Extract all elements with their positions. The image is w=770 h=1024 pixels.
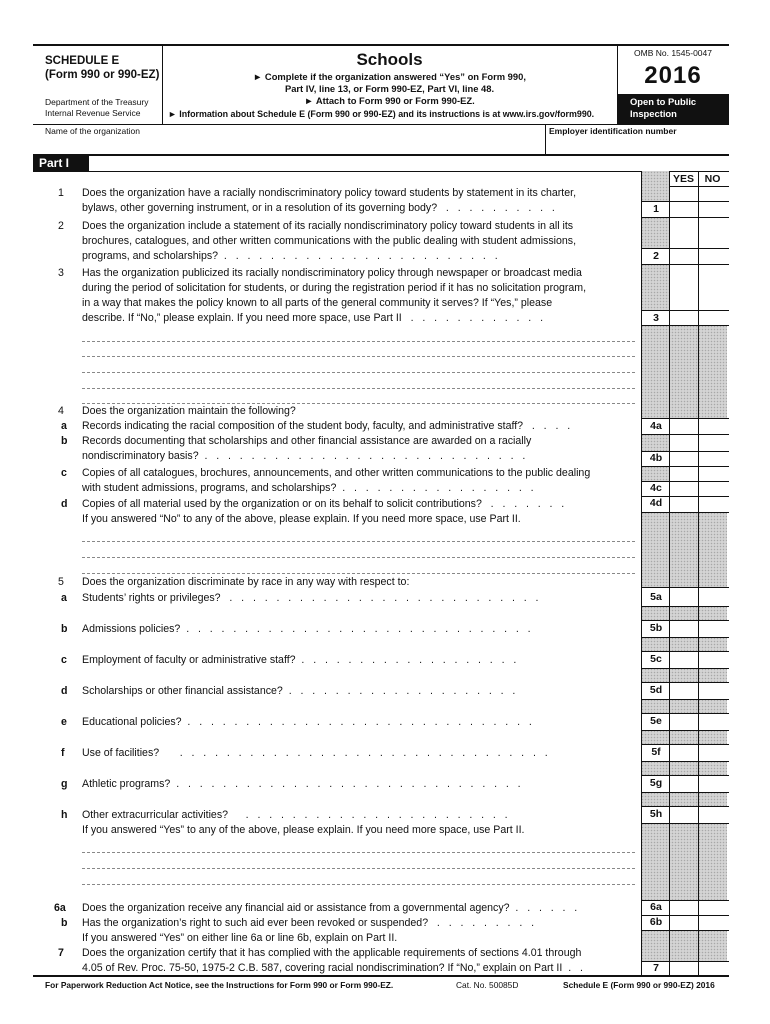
col-line-yes [669,171,670,975]
shade-5c-gap [641,668,727,682]
line-4a-yes-checkbox[interactable] [670,419,698,434]
line-4c-no-checkbox[interactable] [699,482,727,496]
question-2-line-b: brochures, catalogues, and other written communications with the public dealing with student admissions, [82,235,577,247]
line-5a-no-checkbox[interactable] [699,588,727,606]
box-label-6a: 6a [650,901,662,913]
line-6a-no-checkbox[interactable] [699,901,727,915]
shade-5f-gap [641,761,727,775]
shade-label-col-4b [641,434,669,451]
question-5e: Educational policies? . . . . . . . . . . . . . . . . . . . . . . . . . . . . . . [82,716,532,728]
shade-row-3-explain [641,325,727,418]
rule-1-bottom [641,217,729,218]
rule-6b-bottom [641,930,729,931]
rule-5f-bottom [641,761,729,762]
box-label-4d: 4d [649,497,663,509]
box-label-6b: 6b [649,916,663,928]
shade-label-col-4c [641,466,669,481]
line-letter-5e: e [61,716,67,728]
line-5e-yes-checkbox[interactable] [670,714,698,730]
box-label-1: 1 [653,203,659,215]
question-5b: Admissions policies? . . . . . . . . . . . . . . . . . . . . . . . . . . . . . . [82,623,531,635]
question-2-line-a: Does the organization include a statement of its racially nondiscriminatory policy toward students in all its [82,220,574,232]
shade-5d-gap [641,699,727,713]
line-number-1: 1 [58,187,64,199]
name-of-organization-label: Name of the organization [45,126,140,136]
question-5-explain: If you answered “Yes” to any of the above, please explain. If you need more space, use Part II. [82,824,525,836]
rule-4a-bottom [641,434,729,435]
question-6b: Has the organization’s right to such aid ever been revoked or suspended? . . . . . . . . . [82,917,535,929]
line-4d-no-checkbox[interactable] [699,497,727,512]
rule-4b-bottom [641,466,729,467]
line-4b-no-checkbox[interactable] [699,452,727,466]
question-3-line-a: Has the organization publicized its racially nondiscriminatory policy through newspaper or broadcast media [82,267,582,279]
instruction-line-2: ► Attach to Form 990 or Form 990-EZ. [304,95,475,106]
explain-line-4-2[interactable] [82,557,635,558]
line-5h-yes-checkbox[interactable] [670,807,698,823]
line-7-yes-checkbox[interactable] [670,962,698,975]
shade-row-6-explain [641,930,727,961]
instruction-line-1a: ► Complete if the organization answered “Yes” on Form 990, [253,71,526,82]
line-letter-5f: f [61,747,65,759]
question-5c: Employment of faculty or administrative staff? . . . . . . . . . . . . . . . . . . . [82,654,517,666]
line-letter-5g: g [61,778,68,790]
explain-line-5-2[interactable] [82,868,635,869]
line-number-5: 5 [58,576,64,588]
line-5b-no-checkbox[interactable] [699,621,727,637]
question-4: Does the organization maintain the following? [82,405,296,417]
line-5g-yes-checkbox[interactable] [670,776,698,792]
line-5g-no-checkbox[interactable] [699,776,727,792]
question-3-line-b: during the period of solicitation for students, or during the registration period if it has no solicitation program, [82,282,587,294]
box-label-5f: 5f [651,746,661,758]
box-label-5h: 5h [649,808,663,820]
box-label-5g: 5g [649,777,663,789]
question-6a: Does the organization receive any financial aid or assistance from a governmental agency? . . . . . . [82,902,578,914]
box-label-2: 2 [653,250,659,262]
shade-5e-gap [641,730,727,744]
line-4b-yes-checkbox[interactable] [670,452,698,466]
catalog-number: Cat. No. 50085D [456,980,519,990]
line-letter-4c: c [61,467,67,479]
question-4c-line-1: Copies of all catalogues, brochures, announcements, and other written communications to the public dealing [82,467,591,479]
line-2-yes-checkbox[interactable] [670,249,698,264]
line-5e-no-checkbox[interactable] [699,714,727,730]
line-number-7: 7 [58,947,64,959]
line-3-no-checkbox[interactable] [699,311,727,325]
box-label-4a: 4a [650,420,662,432]
box-label-5d: 5d [649,684,663,696]
shade-5g-gap [641,792,727,806]
line-5d-no-checkbox[interactable] [699,683,727,699]
box-label-5b: 5b [649,622,663,634]
line-4c-yes-checkbox[interactable] [670,482,698,496]
line-4a-no-checkbox[interactable] [699,419,727,434]
part-bottom-rule [33,171,729,172]
line-5f-yes-checkbox[interactable] [670,745,698,761]
shade-row-5-explain [641,823,727,900]
question-1-line-a: Does the organization have a racially nondiscriminatory policy toward students by statement in its charter, [82,187,577,199]
instruction-line-3: ► Information about Schedule E (Form 990 or 990-EZ) and its instructions is at www.irs.gov/form990. [168,109,595,119]
line-letter-5h: h [61,809,68,821]
line-5h-no-checkbox[interactable] [699,807,727,823]
question-3-line-c: in a way that makes the policy known to all parts of the general community it serves? If “Yes,” please [82,297,553,309]
line-letter-5c: c [61,654,67,666]
shade-5a-gap [641,606,727,620]
question-3-line-d: describe. If “No,” please explain. If you need more space, use Part II . . . . . . . . . . . . [82,312,544,324]
tax-year: 2016 [644,62,702,89]
line-5f-no-checkbox[interactable] [699,745,727,761]
explain-line-3-2[interactable] [82,356,635,357]
line-4d-yes-checkbox[interactable] [670,497,698,512]
shade-5b-gap [641,637,727,651]
question-5g: Athletic programs? . . . . . . . . . . . . . . . . . . . . . . . . . . . . . . [82,778,521,790]
line-5b-yes-checkbox[interactable] [670,621,698,637]
line-5a-yes-checkbox[interactable] [670,588,698,606]
question-5h: Other extracurricular activities? . . . . . . . . . . . . . . . . . . . . . . . [82,809,508,821]
line-letter-4a: a [61,420,67,432]
footer-schedule-id: Schedule E (Form 990 or 990-EZ) 2016 [563,980,715,990]
line-number-6a: 6a [54,902,66,914]
question-2-line-c: programs, and scholarships? . . . . . . . . . . . . . . . . . . . . . . . . [82,250,498,262]
box-label-7: 7 [653,962,659,974]
ein-divider [545,124,546,154]
line-1-no-checkbox[interactable] [699,202,727,217]
part-top-rule [33,154,729,156]
line-number-4: 4 [58,405,64,417]
line-6b-no-checkbox[interactable] [699,916,727,930]
footer-rule [33,975,729,977]
explain-line-4-3[interactable] [82,573,635,574]
line-letter-5a: a [61,592,67,604]
line-5c-no-checkbox[interactable] [699,652,727,668]
instruction-line-1b: Part IV, line 13, or Form 990-EZ, Part VI, line 48. [284,83,495,94]
line-5d-yes-checkbox[interactable] [670,683,698,699]
rule-2-bottom [641,264,729,265]
explain-line-5-3[interactable] [82,884,635,885]
explain-line-3-1[interactable] [82,341,635,342]
question-5f: Use of facilities? . . . . . . . . . . . . . . . . . . . . . . . . . . . . . . . . [82,747,548,759]
organization-name-field[interactable] [36,137,541,153]
question-5d: Scholarships or other financial assistance? . . . . . . . . . . . . . . . . . . . . [82,685,516,697]
line-5c-yes-checkbox[interactable] [670,652,698,668]
shade-row-4-explain [641,512,727,587]
line-letter-6b: b [61,917,68,929]
question-4b-line-2: nondiscriminatory basis? . . . . . . . . . . . . . . . . . . . . . . . . . . . . [82,450,526,462]
line-number-3: 3 [58,267,64,279]
question-7-line-a: Does the organization certify that it has complied with the applicable requirements of sections 4.01 through [82,947,582,959]
open-to-public-line1: Open to Public [630,96,697,107]
shade-label-col-1 [641,171,669,201]
box-label-4c: 4c [650,482,662,494]
question-5a: Students’ rights or privileges? . . . . . . . . . . . . . . . . . . . . . . . . . . . [82,592,539,604]
line-3-yes-checkbox[interactable] [670,311,698,325]
question-5: Does the organization discriminate by race in any way with respect to: [82,576,410,588]
line-7-no-checkbox[interactable] [699,962,727,975]
line-1-yes-checkbox[interactable] [670,202,698,217]
header-top-rule [33,44,729,46]
box-label-5a: 5a [650,591,662,603]
ein-field[interactable] [549,137,727,153]
question-4a: Records indicating the racial composition of the student body, faculty, and administrative staff? . . . . [82,420,571,432]
rule-5a-bottom [641,606,729,607]
box-label-5e: 5e [650,715,662,727]
explain-line-5-1[interactable] [82,852,635,853]
paperwork-notice: For Paperwork Reduction Act Notice, see the Instructions for Form 990 or Form 990-EZ. [45,980,394,990]
irs-label: Internal Revenue Service [45,108,141,118]
form-reference: (Form 990 or 990-EZ) [45,69,160,81]
open-to-public-box [618,94,729,124]
question-4-explain: If you answered “No” to any of the above, please explain. If you need more space, use Part II. [82,513,521,525]
explain-line-3-3[interactable] [82,372,635,373]
omb-number: OMB No. 1545-0047 [634,48,712,58]
line-letter-5d: d [61,685,68,697]
yes-column-header: YES [672,173,694,185]
department-label: Department of the Treasury [45,97,149,107]
rule-4d-bottom [641,512,729,513]
rule-5d-bottom [641,699,729,700]
rule-5e-bottom [641,730,729,731]
box-label-5c: 5c [650,653,662,665]
rule-3-bottom [641,325,729,326]
part-label-box [33,155,89,171]
box-label-4b: 4b [649,452,663,464]
ein-label: Employer identification number [549,126,677,136]
question-4c-line-2: with student admissions, programs, and scholarships? . . . . . . . . . . . . . . . . . [82,482,534,494]
question-4d: Copies of all material used by the organization or on its behalf to solicit contributions? . . . . . . . [82,498,565,510]
col-line-no [698,171,699,975]
shade-label-col-2 [641,217,669,248]
line-letter-4b: b [61,435,68,447]
question-7-line-b: 4.05 of Rev. Proc. 75-50, 1975-2 C.B. 587, covering racial nondiscrimination? If “No,” explain on Part II . . [82,962,583,974]
rule-5b-bottom [641,637,729,638]
question-6-explain: If you answered “Yes” on either line 6a or line 6b, explain on Part II. [82,932,398,944]
shade-label-col-3 [641,264,669,310]
line-letter-5b: b [61,623,68,635]
open-to-public-line2: Inspection [630,108,677,119]
rule-5c-bottom [641,668,729,669]
no-column-header: NO [704,173,721,185]
yes-no-header-rule [669,186,729,187]
rule-5h-bottom [641,823,729,824]
line-6a-yes-checkbox[interactable] [670,901,698,915]
part-label: Part I [39,156,70,170]
rule-5g-bottom [641,792,729,793]
col-line-label [641,171,642,975]
explain-line-4-1[interactable] [82,541,635,542]
question-4b-line-1: Records documenting that scholarships and other financial assistance are awarded on a racially [82,435,532,447]
line-6b-yes-checkbox[interactable] [670,916,698,930]
main-title: Schools [356,50,423,69]
line-2-no-checkbox[interactable] [699,249,727,264]
line-letter-4d: d [61,498,68,510]
question-1-line-b: bylaws, other governing instrument, or in a resolution of its governing body? . . . . . . . . . . [82,202,555,214]
line-number-2: 2 [58,220,64,232]
explain-line-3-4[interactable] [82,388,635,389]
schedule-title: SCHEDULE E [45,55,120,67]
box-label-3: 3 [653,312,659,324]
